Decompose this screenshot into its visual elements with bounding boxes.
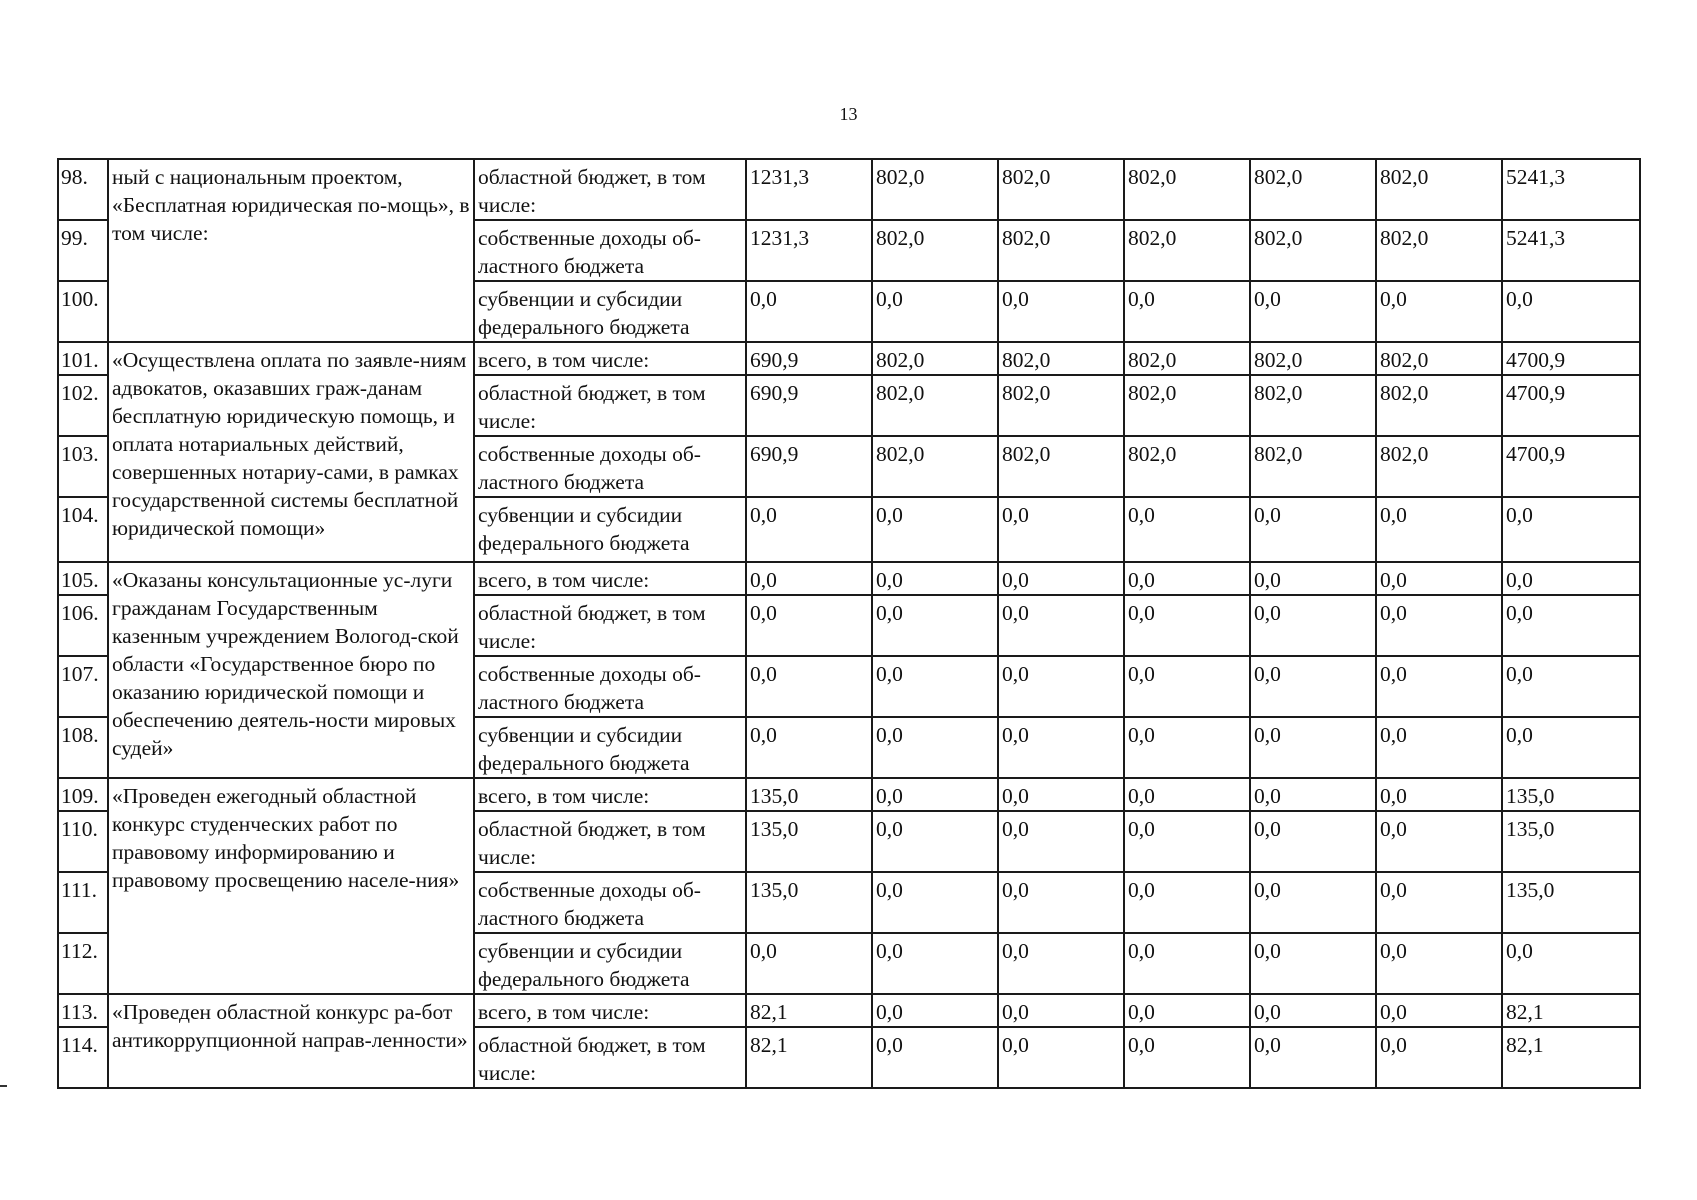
year-value: 0,0 — [998, 933, 1124, 994]
funding-source: областной бюджет, в том числе: — [474, 159, 746, 220]
funding-source: субвенции и субсидии федерального бюджета — [474, 933, 746, 994]
year-value: 802,0 — [998, 159, 1124, 220]
year-value: 0,0 — [998, 1027, 1124, 1088]
year-value: 0,0 — [872, 994, 998, 1027]
total-value: 5241,3 — [1502, 220, 1640, 281]
year-value: 82,1 — [746, 1027, 872, 1088]
total-value: 0,0 — [1502, 933, 1640, 994]
row-number: 101. — [58, 342, 108, 375]
year-value: 135,0 — [746, 811, 872, 872]
year-value: 802,0 — [1376, 220, 1502, 281]
year-value: 0,0 — [1250, 778, 1376, 811]
year-value: 0,0 — [998, 656, 1124, 717]
funding-source: субвенции и субсидии федерального бюджета — [474, 497, 746, 562]
year-value: 0,0 — [1250, 1027, 1376, 1088]
year-value: 802,0 — [1124, 342, 1250, 375]
year-value: 802,0 — [998, 375, 1124, 436]
year-value: 0,0 — [1250, 811, 1376, 872]
margin-mark — [0, 1085, 7, 1087]
year-value: 0,0 — [998, 778, 1124, 811]
year-value: 0,0 — [1124, 497, 1250, 562]
row-number: 100. — [58, 281, 108, 342]
year-value: 0,0 — [1124, 778, 1250, 811]
year-value: 0,0 — [998, 811, 1124, 872]
year-value: 0,0 — [1376, 933, 1502, 994]
year-value: 802,0 — [872, 342, 998, 375]
year-value: 0,0 — [872, 1027, 998, 1088]
row-number: 103. — [58, 436, 108, 497]
table-row — [58, 778, 1640, 811]
year-value: 0,0 — [1376, 562, 1502, 595]
year-value: 82,1 — [746, 994, 872, 1027]
year-value: 802,0 — [1124, 159, 1250, 220]
year-value: 0,0 — [746, 933, 872, 994]
year-value: 802,0 — [1250, 220, 1376, 281]
year-value: 802,0 — [1376, 159, 1502, 220]
total-value: 0,0 — [1502, 656, 1640, 717]
year-value: 802,0 — [872, 436, 998, 497]
year-value: 0,0 — [1376, 497, 1502, 562]
row-number: 111. — [58, 872, 108, 933]
year-value: 0,0 — [1376, 872, 1502, 933]
event-description: «Осуществлена оплата по заявле-ниям адвокатов, оказавших граж-данам бесплатную юридическую помощь, и оплата нотариальных действий, совершенных нотариу-сами, в рамках государственной системы бесплатной юридической помощи» — [108, 342, 474, 562]
budget-table — [57, 158, 1641, 1089]
total-value: 4700,9 — [1502, 375, 1640, 436]
event-description: ный с национальным проектом, «Бесплатная юридическая по-мощь», в том числе: — [108, 159, 474, 342]
row-number: 110. — [58, 811, 108, 872]
year-value: 0,0 — [1124, 595, 1250, 656]
year-value: 0,0 — [1376, 811, 1502, 872]
funding-source: всего, в том числе: — [474, 778, 746, 811]
total-value: 82,1 — [1502, 1027, 1640, 1088]
row-number: 104. — [58, 497, 108, 562]
row-number: 106. — [58, 595, 108, 656]
year-value: 0,0 — [872, 595, 998, 656]
year-value: 0,0 — [998, 497, 1124, 562]
funding-source: всего, в том числе: — [474, 342, 746, 375]
year-value: 0,0 — [1124, 933, 1250, 994]
year-value: 0,0 — [998, 994, 1124, 1027]
year-value: 802,0 — [1250, 436, 1376, 497]
row-number: 102. — [58, 375, 108, 436]
funding-source: собственные доходы об-ластного бюджета — [474, 220, 746, 281]
year-value: 802,0 — [1250, 375, 1376, 436]
event-description: «Проведен ежегодный областной конкурс студенческих работ по правовому информированию и правовому просвещению населе-ния» — [108, 778, 474, 994]
table-row — [58, 342, 1640, 375]
row-number: 109. — [58, 778, 108, 811]
year-value: 0,0 — [1250, 595, 1376, 656]
year-value: 0,0 — [746, 595, 872, 656]
year-value: 0,0 — [1376, 1027, 1502, 1088]
funding-source: областной бюджет, в том числе: — [474, 375, 746, 436]
year-value: 802,0 — [1124, 436, 1250, 497]
year-value: 0,0 — [1376, 281, 1502, 342]
funding-source: собственные доходы об-ластного бюджета — [474, 872, 746, 933]
year-value: 802,0 — [872, 159, 998, 220]
year-value: 802,0 — [1124, 375, 1250, 436]
total-value: 4700,9 — [1502, 436, 1640, 497]
table-body — [58, 159, 1640, 1088]
year-value: 802,0 — [1250, 342, 1376, 375]
year-value: 0,0 — [998, 562, 1124, 595]
year-value: 802,0 — [998, 436, 1124, 497]
year-value: 0,0 — [872, 778, 998, 811]
event-description: «Оказаны консультационные ус-луги гражданам Государственным казенным учреждением Вологод-ской области «Государственное бюро по оказанию юридической помощи и обеспечению деятель-ности мировых судей» — [108, 562, 474, 778]
year-value: 0,0 — [1376, 595, 1502, 656]
year-value: 0,0 — [998, 281, 1124, 342]
funding-source: всего, в том числе: — [474, 562, 746, 595]
row-number: 98. — [58, 159, 108, 220]
year-value: 802,0 — [998, 220, 1124, 281]
total-value: 4700,9 — [1502, 342, 1640, 375]
year-value: 802,0 — [1250, 159, 1376, 220]
year-value: 0,0 — [998, 872, 1124, 933]
funding-source: областной бюджет, в том числе: — [474, 811, 746, 872]
year-value: 1231,3 — [746, 220, 872, 281]
year-value: 0,0 — [1124, 656, 1250, 717]
row-number: 107. — [58, 656, 108, 717]
row-number: 105. — [58, 562, 108, 595]
year-value: 0,0 — [1250, 994, 1376, 1027]
year-value: 0,0 — [1376, 994, 1502, 1027]
funding-source: всего, в том числе: — [474, 994, 746, 1027]
year-value: 135,0 — [746, 778, 872, 811]
year-value: 802,0 — [872, 375, 998, 436]
row-number: 112. — [58, 933, 108, 994]
year-value: 0,0 — [872, 933, 998, 994]
row-number: 114. — [58, 1027, 108, 1088]
year-value: 0,0 — [872, 656, 998, 717]
total-value: 5241,3 — [1502, 159, 1640, 220]
year-value: 0,0 — [1250, 281, 1376, 342]
year-value: 1231,3 — [746, 159, 872, 220]
total-value: 135,0 — [1502, 778, 1640, 811]
year-value: 0,0 — [1250, 497, 1376, 562]
year-value: 0,0 — [872, 811, 998, 872]
total-value: 0,0 — [1502, 595, 1640, 656]
total-value: 0,0 — [1502, 562, 1640, 595]
year-value: 0,0 — [1376, 717, 1502, 778]
year-value: 0,0 — [872, 872, 998, 933]
year-value: 0,0 — [746, 281, 872, 342]
year-value: 0,0 — [1124, 562, 1250, 595]
table-row — [58, 562, 1640, 595]
table-row — [58, 159, 1640, 220]
year-value: 135,0 — [746, 872, 872, 933]
year-value: 0,0 — [872, 281, 998, 342]
total-value: 82,1 — [1502, 994, 1640, 1027]
year-value: 0,0 — [872, 562, 998, 595]
funding-source: субвенции и субсидии федерального бюджета — [474, 281, 746, 342]
total-value: 135,0 — [1502, 811, 1640, 872]
year-value: 802,0 — [1376, 375, 1502, 436]
year-value: 0,0 — [1124, 717, 1250, 778]
year-value: 0,0 — [1124, 281, 1250, 342]
year-value: 0,0 — [1250, 933, 1376, 994]
total-value: 135,0 — [1502, 872, 1640, 933]
year-value: 0,0 — [1124, 811, 1250, 872]
total-value: 0,0 — [1502, 281, 1640, 342]
row-number: 113. — [58, 994, 108, 1027]
table-row — [58, 994, 1640, 1027]
funding-source: собственные доходы об-ластного бюджета — [474, 656, 746, 717]
year-value: 0,0 — [1124, 994, 1250, 1027]
row-number: 99. — [58, 220, 108, 281]
funding-source: собственные доходы об-ластного бюджета — [474, 436, 746, 497]
year-value: 0,0 — [1124, 872, 1250, 933]
year-value: 802,0 — [1376, 436, 1502, 497]
year-value: 802,0 — [1376, 342, 1502, 375]
total-value: 0,0 — [1502, 497, 1640, 562]
year-value: 0,0 — [1250, 656, 1376, 717]
year-value: 0,0 — [1376, 656, 1502, 717]
year-value: 0,0 — [1124, 1027, 1250, 1088]
event-description: «Проведен областной конкурс ра-бот антикоррупционной направ-ленности» — [108, 994, 474, 1088]
year-value: 0,0 — [998, 595, 1124, 656]
year-value: 690,9 — [746, 436, 872, 497]
year-value: 802,0 — [872, 220, 998, 281]
funding-source: субвенции и субсидии федерального бюджета — [474, 717, 746, 778]
page-number: 13 — [839, 104, 858, 124]
year-value: 0,0 — [746, 562, 872, 595]
year-value: 0,0 — [872, 497, 998, 562]
funding-source: областной бюджет, в том числе: — [474, 1027, 746, 1088]
year-value: 0,0 — [1250, 717, 1376, 778]
row-number: 108. — [58, 717, 108, 778]
year-value: 0,0 — [746, 656, 872, 717]
year-value: 690,9 — [746, 342, 872, 375]
year-value: 0,0 — [1250, 562, 1376, 595]
year-value: 0,0 — [998, 717, 1124, 778]
year-value: 0,0 — [872, 717, 998, 778]
year-value: 0,0 — [1250, 872, 1376, 933]
year-value: 690,9 — [746, 375, 872, 436]
year-value: 802,0 — [998, 342, 1124, 375]
year-value: 802,0 — [1124, 220, 1250, 281]
year-value: 0,0 — [746, 497, 872, 562]
funding-source: областной бюджет, в том числе: — [474, 595, 746, 656]
year-value: 0,0 — [1376, 778, 1502, 811]
total-value: 0,0 — [1502, 717, 1640, 778]
year-value: 0,0 — [746, 717, 872, 778]
